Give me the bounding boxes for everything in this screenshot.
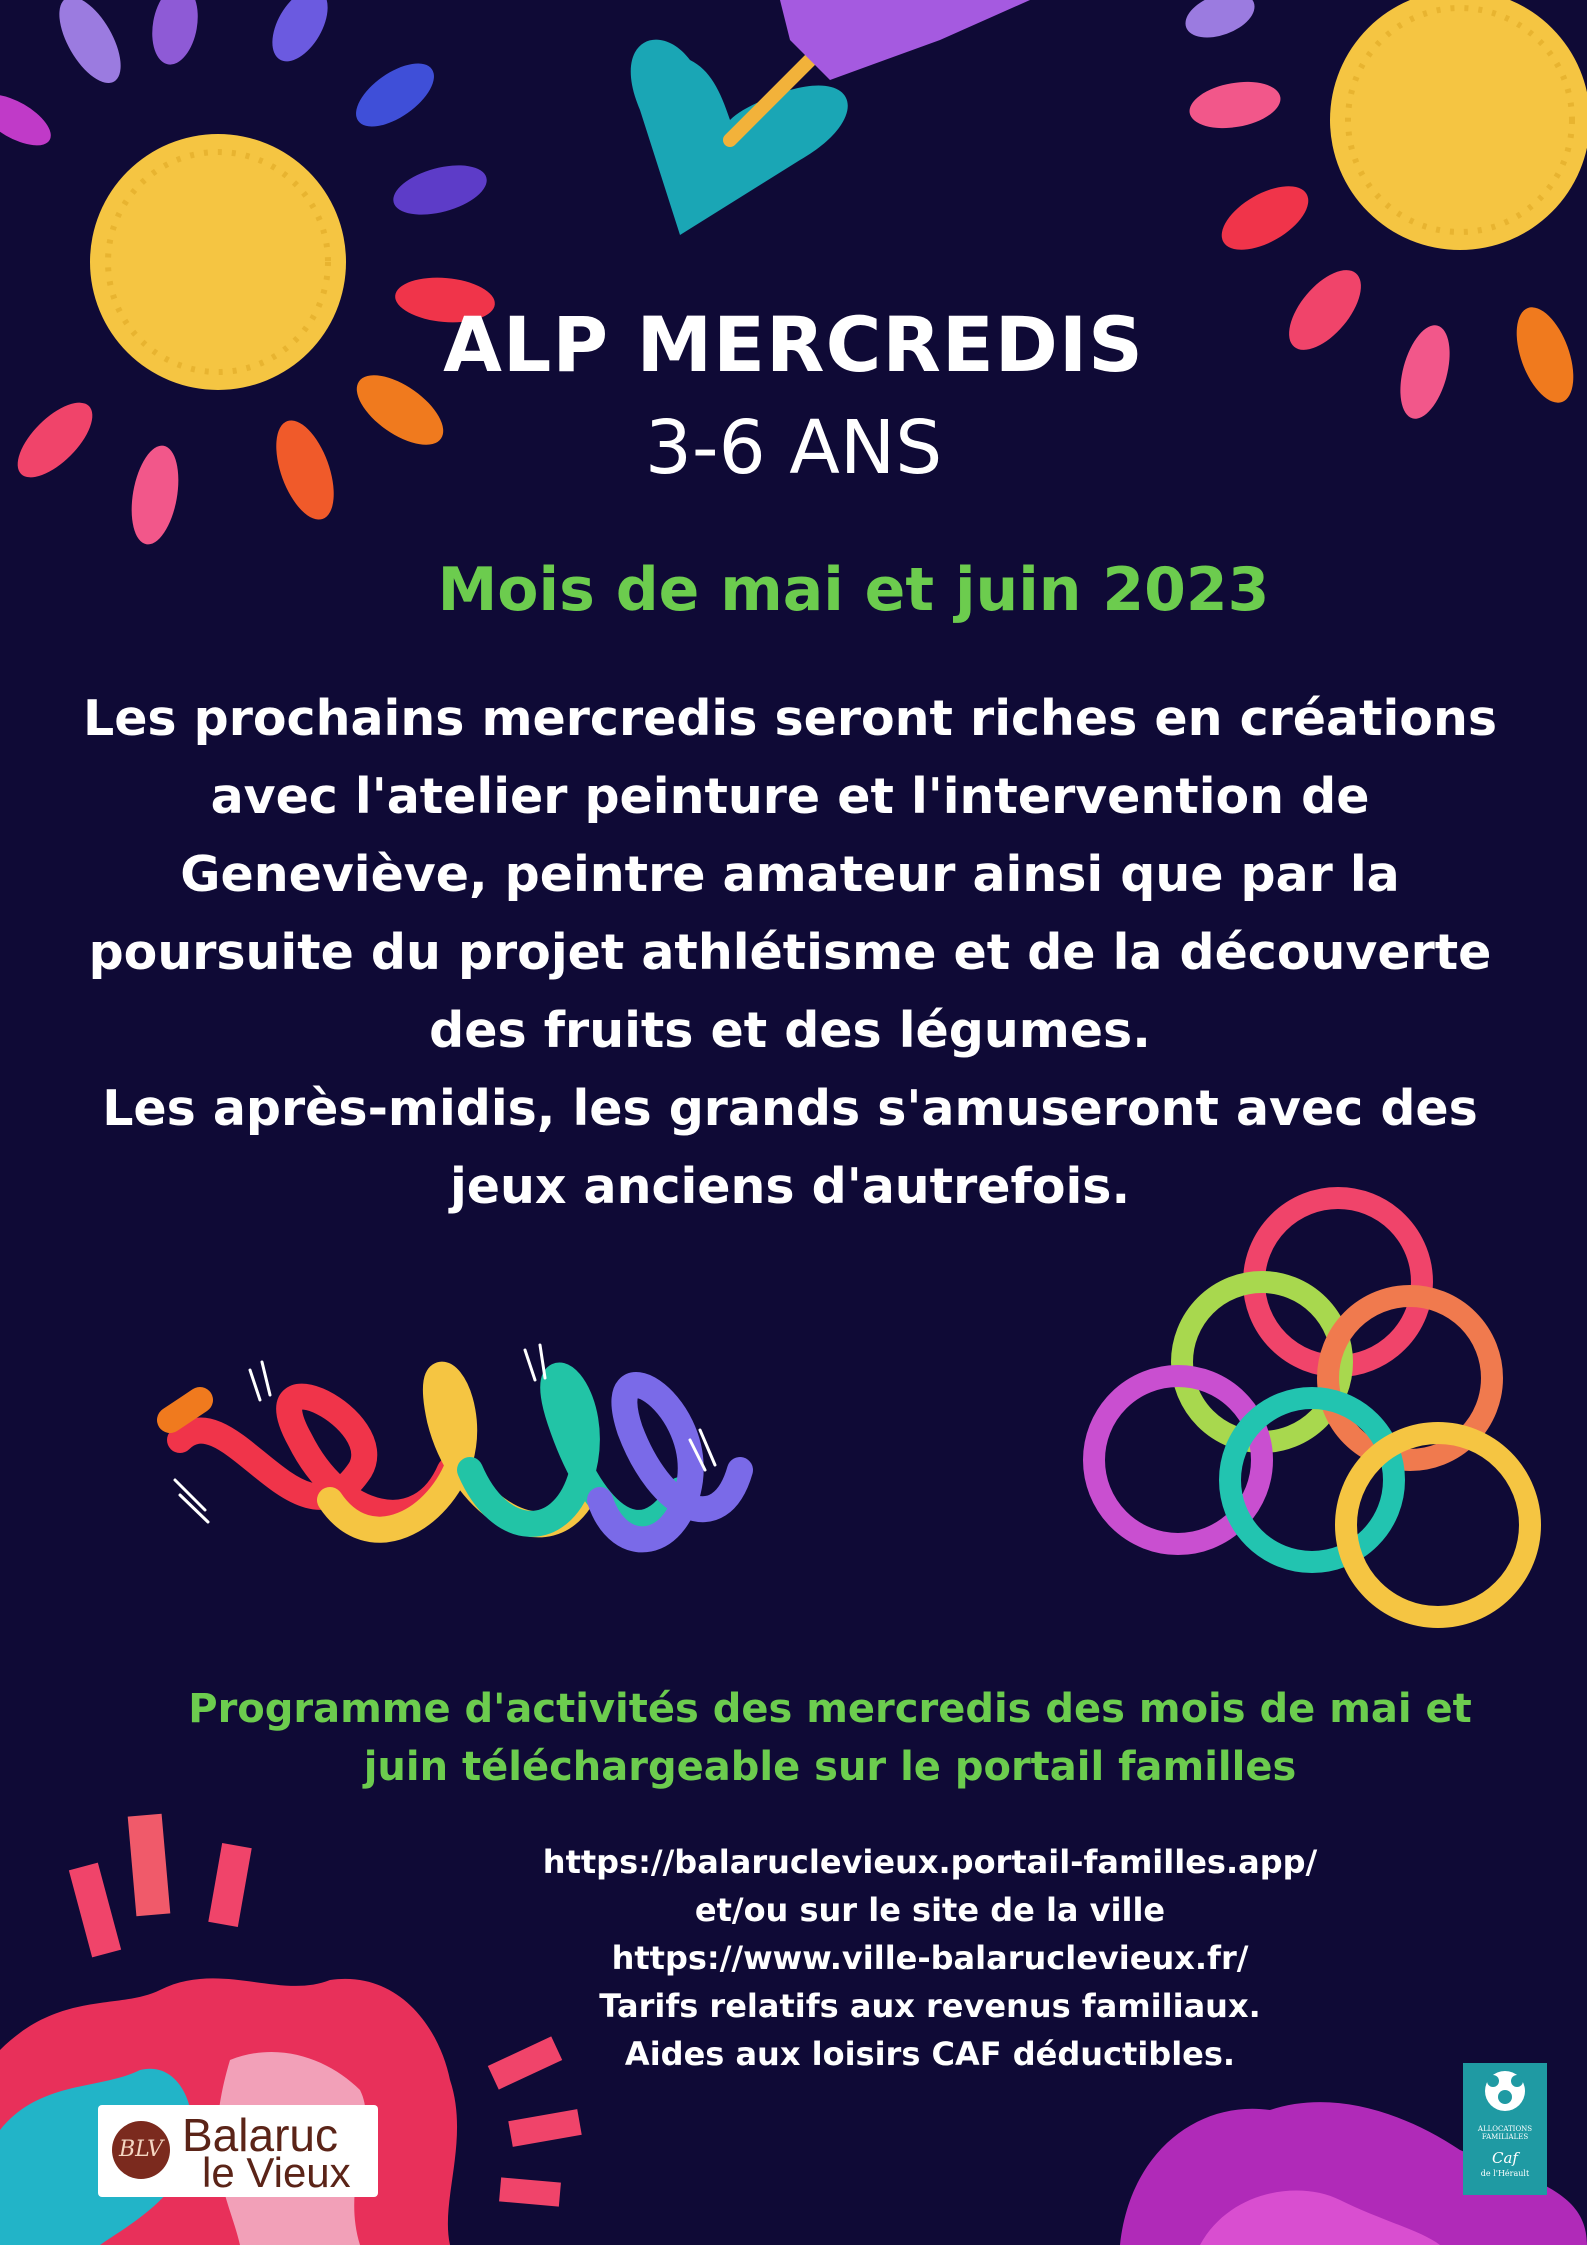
caf-caption-1: ALLOCATIONS FAMILIALES [1477, 2125, 1533, 2141]
logo-line-2: le Vieux [202, 2149, 351, 2196]
heart-arrow [631, 0, 1030, 235]
info-line: Tarifs relatifs aux revenus familiaux. [599, 1987, 1261, 2025]
city-site-link[interactable]: https://www.ville-balaruclevieux.fr/ [611, 1939, 1249, 1977]
description-line: poursuite du projet athlétisme et de la découverte [88, 924, 1492, 981]
description-line: Les après-midis, les grands s'amuseront avec des [102, 1080, 1478, 1137]
age-range: 3-6 ANS [644, 405, 943, 491]
description [20, 680, 1560, 1226]
program-line: juin téléchargeable sur le portail familles [363, 1744, 1297, 1790]
description-line: avec l'atelier peinture et l'intervention de [210, 768, 1370, 825]
caf-family-icon [1463, 2063, 1547, 2123]
caf-herault-logo [1463, 2063, 1547, 2195]
poster-title: ALP MERCREDIS [443, 300, 1144, 389]
description-line: Geneviève, peintre amateur ainsi que par la [180, 846, 1400, 903]
logo-line-1: Balaruc [182, 2109, 338, 2161]
balaruc-le-vieux-logo [98, 2105, 378, 2197]
portal-link[interactable]: https://balaruclevieux.portail-familles.app/ [542, 1843, 1318, 1881]
description-line: Les prochains mercredis seront riches en créations [82, 690, 1498, 747]
caf-caption-2: Caf [1492, 2149, 1518, 2167]
logo-monogram: BLV [112, 2121, 170, 2179]
info-block [530, 1838, 1330, 2078]
rainbow-spring [170, 1345, 740, 1539]
description-line: jeux anciens d'autrefois. [449, 1158, 1131, 1215]
linked-rings [1094, 1198, 1530, 1617]
program-note [160, 1680, 1500, 1796]
info-line: et/ou sur le site de la ville [694, 1891, 1166, 1929]
info-line: Aides aux loisirs CAF déductibles. [624, 2035, 1236, 2073]
program-line: Programme d'activités des mercredis des mois de mai et [188, 1686, 1472, 1732]
caf-caption-3: de l'Hérault [1480, 2169, 1530, 2178]
description-line: des fruits et des légumes. [429, 1002, 1151, 1059]
period-heading: Mois de mai et juin 2023 [437, 555, 1270, 625]
